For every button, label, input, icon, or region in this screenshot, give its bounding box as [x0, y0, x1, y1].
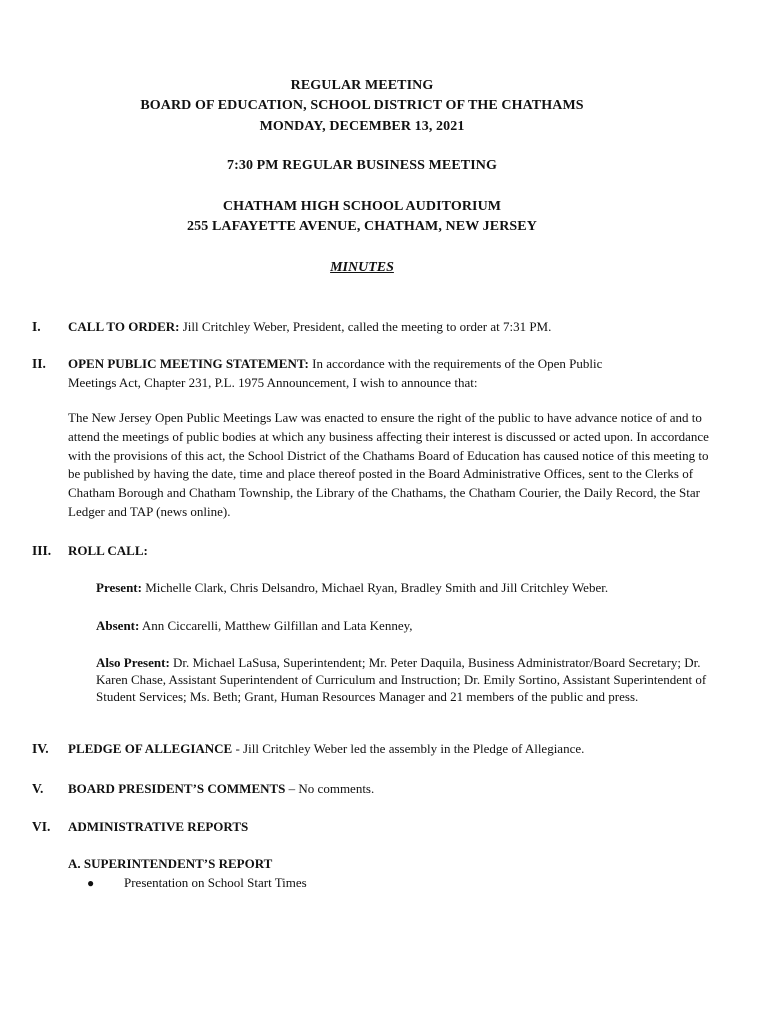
- also-present-paragraph: [96, 655, 721, 705]
- pledge-line: [68, 740, 584, 758]
- present-members: Michelle Clark, Chris Delsandro, Michael Ryan, Bradley Smith and Jill Critchley Weber.: [141, 580, 609, 595]
- president-comments-line: [68, 780, 374, 798]
- meeting-time-heading: 7:30 PM REGULAR BUSINESS MEETING: [226, 158, 497, 173]
- meeting-location-heading: CHATHAM HIGH SCHOOL AUDITORIUM: [222, 199, 502, 214]
- opma-statement-paragraph: The New Jersey Open Public Meetings Law was enacted to ensure the right of the public to have advance notice of and to attend the meetings of public bodies at which any business affecting their interest is discussed or acted upon. In accordance with the provisions of this act, the School District of the Chathams Board of Education has caused notice of this meeting to be published by having the date, time and place thereof posted in the Board Administrative Offices, sent to the Clerks of Chatham Borough and Chatham Township, the Library of the Chathams, the Chatham Courier, the Daily Record, the Star Ledger and TAP (news online).: [68, 410, 709, 519]
- section-number: VI.: [32, 819, 51, 834]
- section-number: V.: [32, 781, 44, 796]
- section-number: IV.: [32, 741, 49, 756]
- present-line: [96, 579, 608, 597]
- list-item: Presentation on School Start Times: [124, 875, 307, 890]
- opma-line-2: Meetings Act, Chapter 231, P.L. 1975 Announcement, I wish to announce that:: [68, 375, 478, 390]
- section-number: I.: [32, 319, 41, 334]
- opma-heading: OPEN PUBLIC MEETING STATEMENT:: [68, 356, 309, 371]
- president-comments-text: – No comments.: [285, 781, 375, 796]
- also-present-label: Also Present:: [96, 655, 170, 670]
- board-name-heading: BOARD OF EDUCATION, SCHOOL DISTRICT OF THE CHATHAMS: [140, 98, 584, 113]
- section-number: III.: [32, 543, 52, 558]
- bullet-icon: ●: [87, 876, 95, 890]
- roll-call-heading: ROLL CALL:: [68, 543, 148, 558]
- pledge-heading: PLEDGE OF ALLEGIANCE: [68, 741, 233, 756]
- meeting-address-heading: 255 LAFAYETTE AVENUE, CHATHAM, NEW JERSEY: [187, 219, 537, 234]
- minutes-title: MINUTES: [330, 260, 394, 275]
- admin-reports-heading: ADMINISTRATIVE REPORTS: [68, 819, 249, 834]
- call-to-order-line: [68, 318, 551, 336]
- meeting-date-heading: MONDAY, DECEMBER 13, 2021: [259, 119, 465, 134]
- opma-text: In accordance with the requirements of the Open Public: [308, 356, 603, 371]
- also-present-text: Dr. Michael LaSusa, Superintendent; Mr. Peter Daquila, Business Administrator/Board Secretary; Dr. Karen Chase, Assistant Superintendent of Curriculum and Instruction; Dr. Emily Sortino, Assistant Superintendent of Student Services; Ms. Beth; Grant, Human Resources Manager and 21 members of the public and press.: [96, 655, 707, 704]
- call-to-order-heading: CALL TO ORDER:: [68, 319, 180, 334]
- meeting-type-heading: REGULAR MEETING: [290, 78, 434, 93]
- call-to-order-text: Jill Critchley Weber, President, called the meeting to order at 7:31 PM.: [179, 319, 552, 334]
- present-label: Present:: [96, 580, 142, 595]
- absent-line: [96, 617, 413, 635]
- superintendent-report-heading: A. SUPERINTENDENT’S REPORT: [68, 856, 273, 871]
- president-comments-heading: BOARD PRESIDENT’S COMMENTS: [68, 781, 286, 796]
- opma-line: [68, 355, 602, 373]
- absent-members: Ann Ciccarelli, Matthew Gilfillan and Lata Kenney,: [139, 618, 413, 633]
- absent-label: Absent:: [96, 618, 140, 633]
- section-number: II.: [32, 356, 46, 371]
- pledge-text: - Jill Critchley Weber led the assembly in the Pledge of Allegiance.: [232, 741, 585, 756]
